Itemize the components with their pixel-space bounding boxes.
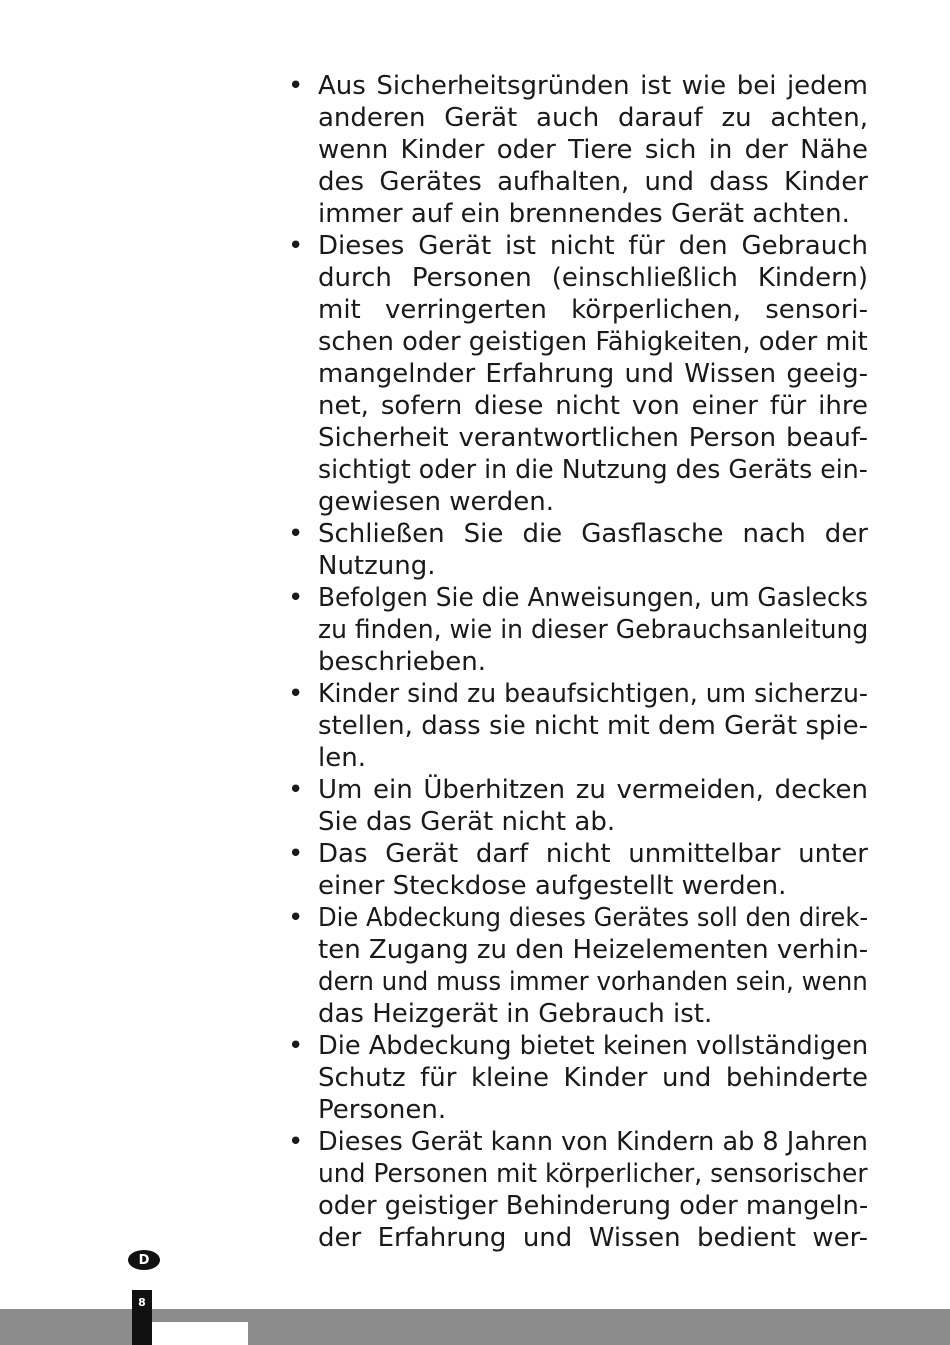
footer-white-block — [152, 1322, 248, 1345]
bullet-icon: • — [288, 519, 304, 549]
text-line: und Personen mit körperlicher, sensorischer — [318, 1159, 868, 1189]
list-item — [288, 774, 868, 838]
text-line: des Gerätes aufhalten, und dass Kinder — [318, 167, 868, 197]
text-line: Das Gerät darf nicht unmittelbar unter — [318, 839, 868, 869]
text-line: zu finden, wie in dieser Gebrauchsanleitung — [318, 615, 869, 645]
list-item — [288, 1030, 868, 1126]
document-body — [288, 70, 868, 1254]
text-line: dern und muss immer vorhanden sein, wenn — [318, 967, 868, 997]
text-line: ten Zugang zu den Heizelementen verhin- — [318, 935, 869, 965]
text-line: Nutzung. — [318, 551, 436, 581]
text-line: stellen, dass sie nicht mit dem Gerät spie- — [318, 711, 868, 741]
text-line: wenn Kinder oder Tiere sich in der Nähe — [318, 135, 868, 165]
bullet-icon: • — [288, 839, 304, 869]
text-line: Dieses Gerät ist nicht für den Gebrauch — [318, 231, 868, 261]
list-item — [288, 902, 868, 1030]
text-line: beschrieben. — [318, 647, 486, 677]
list-item — [288, 230, 868, 518]
text-line: der Erfahrung und Wissen bedient wer- — [318, 1223, 868, 1253]
text-line: Die Abdeckung dieses Gerätes soll den direk- — [318, 903, 869, 933]
text-line: Sie das Gerät nicht ab. — [318, 807, 616, 837]
bullet-icon: • — [288, 679, 304, 709]
text-line: Kinder sind zu beaufsichtigen, um sicherzu- — [318, 679, 868, 709]
text-line: mangelnder Erfahrung und Wissen geeig- — [318, 359, 868, 389]
text-line: anderen Gerät auch darauf zu achten, — [318, 103, 868, 133]
text-line: schen oder geistigen Fähigkeiten, oder mit — [318, 327, 868, 357]
text-line: einer Steckdose aufgestellt werden. — [318, 871, 787, 901]
text-line: Die Abdeckung bietet keinen vollständigen — [318, 1031, 869, 1061]
text-line: durch Personen (einschließlich Kindern) — [318, 263, 868, 293]
bullet-icon: • — [288, 583, 304, 613]
safety-instructions-list — [288, 70, 868, 1254]
list-item — [288, 70, 868, 230]
list-item — [288, 1126, 868, 1254]
bullet-icon: • — [288, 1127, 304, 1157]
text-line: Aus Sicherheitsgründen ist wie bei jedem — [318, 71, 868, 101]
text-line: immer auf ein brennendes Gerät achten. — [318, 199, 850, 229]
text-line: mit verringerten körperlichen, sensori- — [318, 295, 868, 325]
text-line: sichtigt oder in die Nutzung des Geräts ein- — [318, 455, 868, 485]
bullet-icon: • — [288, 775, 304, 805]
text-line: Schließen Sie die Gasflasche nach der — [318, 519, 868, 549]
bullet-icon: • — [288, 71, 304, 101]
text-line: Dieses Gerät kann von Kindern ab 8 Jahren — [318, 1127, 868, 1157]
page-number: 8 — [132, 1290, 152, 1345]
text-line: Befolgen Sie die Anweisungen, um Gaslecks — [318, 583, 868, 613]
list-item — [288, 582, 868, 678]
bullet-icon: • — [288, 1031, 304, 1061]
bullet-icon: • — [288, 903, 304, 933]
list-item — [288, 518, 868, 582]
text-line: Um ein Überhitzen zu vermeiden, decken — [318, 775, 868, 805]
bullet-icon: • — [288, 231, 304, 261]
text-line: Personen. — [318, 1095, 447, 1125]
text-line: Schutz für kleine Kinder und behinderte — [318, 1063, 868, 1093]
text-line: Sicherheit verantwortlichen Person beauf- — [318, 423, 868, 453]
list-item — [288, 838, 868, 902]
text-line: len. — [318, 743, 366, 773]
text-line: das Heizgerät in Gebrauch ist. — [318, 999, 713, 1029]
text-line: net, sofern diese nicht von einer für ihre — [318, 391, 868, 421]
text-line: gewiesen werden. — [318, 487, 555, 517]
list-item — [288, 678, 868, 774]
language-badge: D — [128, 1250, 160, 1270]
text-line: oder geistiger Behinderung oder mangeln- — [318, 1191, 869, 1221]
